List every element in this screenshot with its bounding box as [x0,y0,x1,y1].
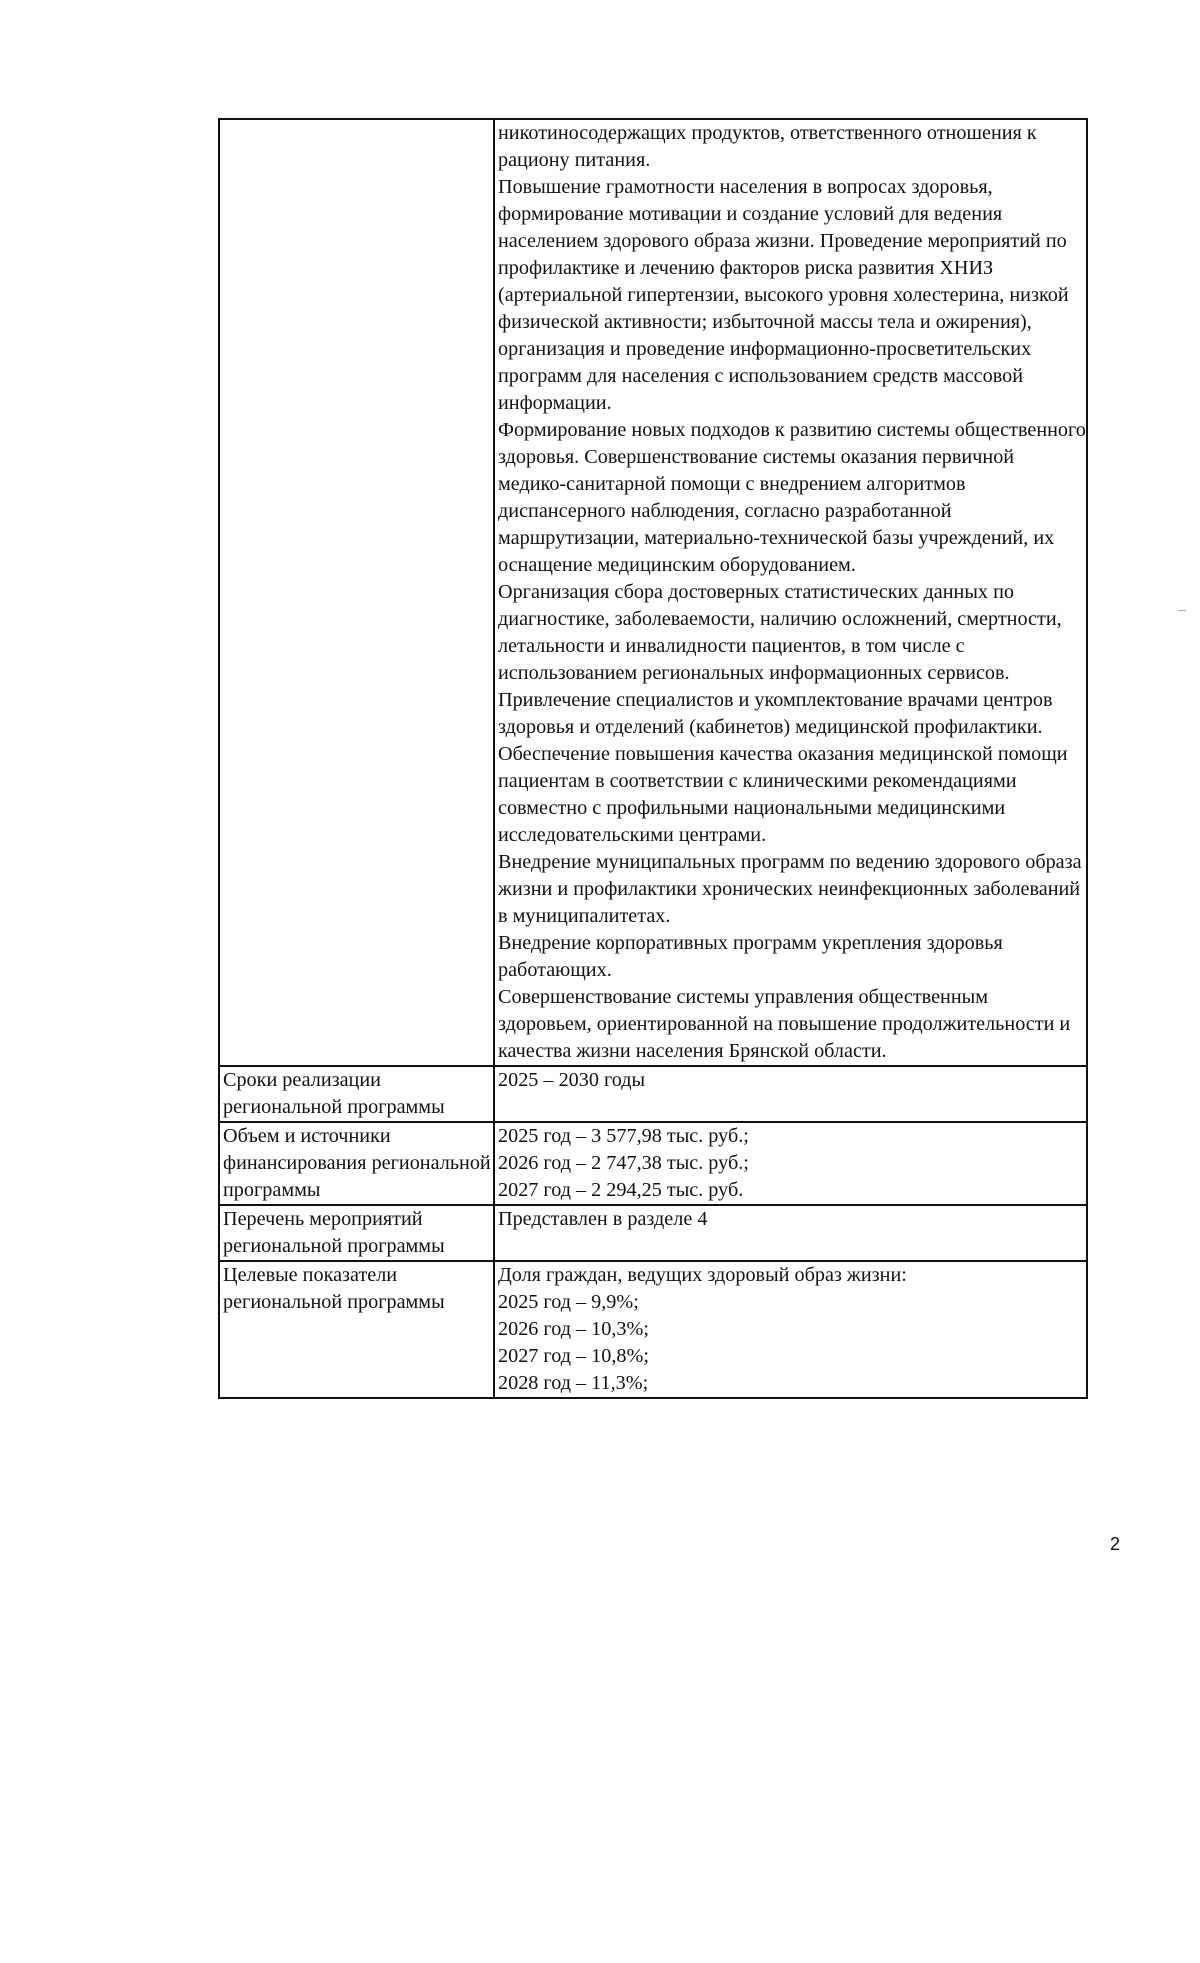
table-row [219,1205,1087,1261]
scan-artifact [1178,610,1186,611]
paragraph: Внедрение корпоративных программ укрепления здоровья работающих. [498,932,1003,981]
indicator-line: 2025 год – 9,9%; [498,1291,639,1313]
indicator-line: Доля граждан, ведущих здоровый образ жизни: [498,1264,907,1286]
indicator-line: 2027 год – 10,8%; [498,1345,649,1367]
empty-label-cell [219,119,494,1066]
financing-value [494,1122,1087,1205]
indicators-value [494,1261,1087,1398]
table-row [219,1066,1087,1122]
paragraph: Формирование новых подходов к развитию системы общественного здоровья. Совершенствование системы оказания первичной медико-санитарной помощи с внедрением алгоритмов диспансерного наблюдения, согласно разработанной маршрутизации, материально-технической базы учреждений, их оснащение медицинским оборудованием. [498,419,1086,576]
paragraph: Повышение грамотности населения в вопросах здоровья, формирование мотивации и создание условий для ведения населением здорового образа жизни. Проведение мероприятий по профилактике и лечению факторов риска развития ХНИЗ (артериальной гипертензии, высокого уровня холестерина, низкой физической активности; избыточной массы тела и ожирения), организация и проведение информационно-просветительских программ для населения с использованием средств массовой информации. [498,176,1069,414]
table-row [219,1261,1087,1398]
table-row [219,1122,1087,1205]
financing-line: 2027 год – 2 294,25 тыс. руб. [498,1179,744,1201]
program-passport-table [218,118,1088,1399]
activities-line: Представлен в разделе 4 [498,1208,708,1230]
financing-line: 2026 год – 2 747,38 тыс. руб.; [498,1152,749,1174]
page-number: 2 [1110,1534,1121,1554]
activities-label: Перечень мероприятий региональной программы [219,1205,494,1261]
financing-line: 2025 год – 3 577,98 тыс. руб.; [498,1125,749,1147]
indicator-line: 2026 год – 10,3%; [498,1318,649,1340]
paragraph: Привлечение специалистов и укомплектование врачами центров здоровья и отделений (кабинетов) медицинской профилактики. Обеспечение повышения качества оказания медицинской помощи пациентам в соответствии с клиническими рекомендациями совместно с профильными национальными медицинскими исследовательскими центрами. [498,689,1068,846]
terms-line: 2025 – 2030 годы [498,1069,646,1091]
activities-value [494,1205,1087,1261]
table-row [219,119,1087,1066]
paragraph: никотиносодержащих продуктов, ответственного отношения к рациону питания. [498,122,1037,171]
terms-value [494,1066,1087,1122]
indicator-line: 2028 год – 11,3%; [498,1372,649,1394]
paragraph: Внедрение муниципальных программ по ведению здорового образа жизни и профилактики хронических неинфекционных заболеваний в муниципалитетах. [498,851,1082,927]
paragraph: Организация сбора достоверных статистических данных по диагностике, заболеваемости, наличию осложнений, смертности, летальности и инвалидности пациентов, в том числе с использованием региональных информационных сервисов. [498,581,1062,684]
measures-description-cell [494,119,1087,1066]
financing-label: Объем и источники финансирования региональной программы [219,1122,494,1205]
paragraph: Совершенствование системы управления общественным здоровьем, ориентированной на повышение продолжительности и качества жизни населения Брянской области. [498,986,1071,1062]
terms-label: Сроки реализации региональной программы [219,1066,494,1122]
indicators-label: Целевые показатели региональной программы [219,1261,494,1398]
